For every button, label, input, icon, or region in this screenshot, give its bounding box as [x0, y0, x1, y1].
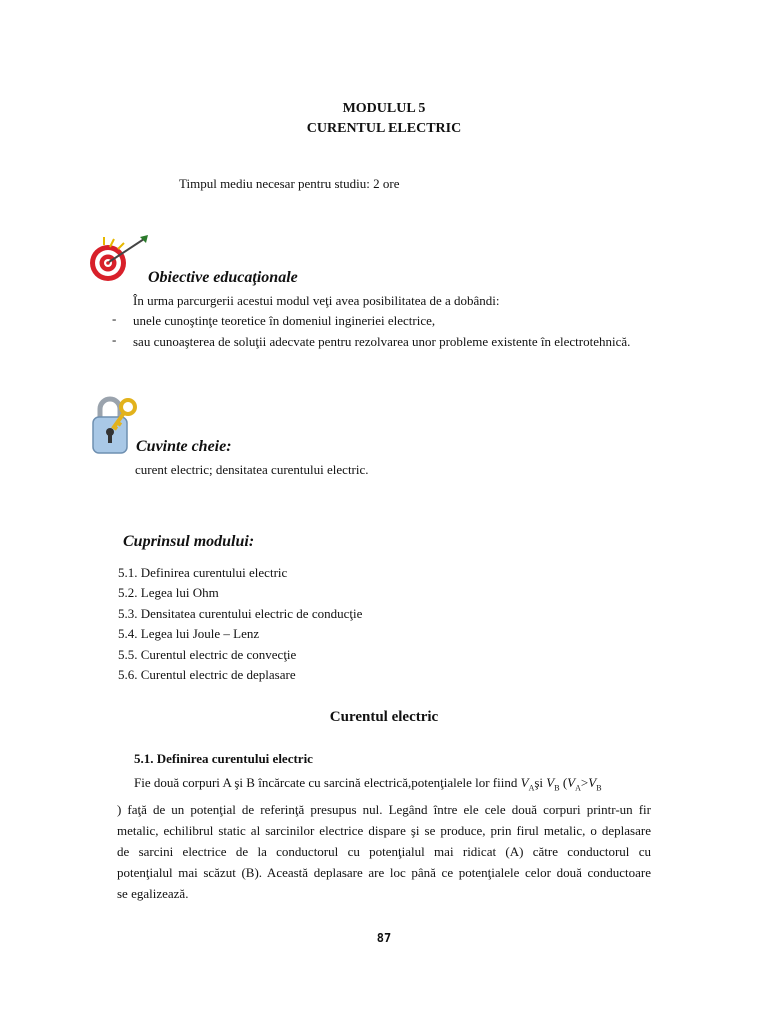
keywords-heading: Cuvinte cheie: [136, 438, 232, 455]
list-item: sau cunoaşterea de soluţii adecvate pentru rezolvarea unor probleme existente în electrotehnică. [133, 334, 631, 349]
objectives-heading: Obiective educaţionale [148, 269, 298, 286]
paragraph-line: se egalizează. [117, 885, 189, 901]
toc-item: 5.2. Legea lui Ohm [118, 585, 219, 601]
objectives-intro: În urma parcurgerii acestui modul veţi avea posibilitatea de a dobândi: [133, 293, 500, 308]
module-number: MODULUL 5 [342, 101, 426, 116]
contents-heading: Cuprinsul modului: [123, 533, 255, 550]
bullet-marker: - [112, 311, 117, 326]
body-paragraph [117, 772, 651, 904]
paragraph-line: ) faţă de un potenţial de referinţă presupus nul. Legând între ele cele două corpuri printr-un fir [117, 801, 651, 817]
lock-icon [90, 393, 138, 457]
list-item: unele cunoştinţe teoretice în domeniul ingineriei electrice, [133, 313, 436, 328]
paragraph-line: potenţialul mai scăzut (B). Această deplasare are loc până ce potenţialele celor două conductoare [117, 864, 651, 880]
keywords-text: curent electric; densitatea curentului electric. [135, 462, 369, 477]
paragraph-line: Fie două corpuri A şi B încărcate cu sarcină electrică,potenţialele lor fiind $V_Aşi$ $V_B$ ($V_A>V_B$ [134, 775, 602, 793]
toc-item: 5.3. Densitatea curentului electric de conducţie [118, 605, 363, 621]
paragraph-line: de sarcini electrice de la conductorul cu potenţialul mai ridicat (A) către conductorul cu [117, 843, 651, 859]
toc-item: 5.4. Legea lui Joule – Lenz [118, 626, 260, 642]
bullet-marker: - [112, 332, 117, 347]
module-title: CURENTUL ELECTRIC [306, 121, 462, 136]
target-icon [88, 233, 150, 285]
section-title: Curentul electric [329, 709, 439, 725]
toc-item: 5.6. Curentul electric de deplasare [118, 667, 296, 683]
paragraph-line: metalic, echilibrul static al sarcinilor electrice dispare şi se produce, prin firul metalic, o deplasare [117, 822, 651, 838]
subsection-title: 5.1. Definirea curentului electric [134, 751, 313, 766]
objectives-list [0, 311, 768, 371]
contents-list [118, 563, 518, 685]
page-number: 87 [376, 931, 392, 945]
toc-item: 5.5. Curentul electric de convecţie [118, 646, 297, 662]
toc-item: 5.1. Definirea curentului electric [118, 565, 288, 580]
study-time: Timpul mediu necesar pentru studiu: 2 ore [179, 176, 400, 191]
